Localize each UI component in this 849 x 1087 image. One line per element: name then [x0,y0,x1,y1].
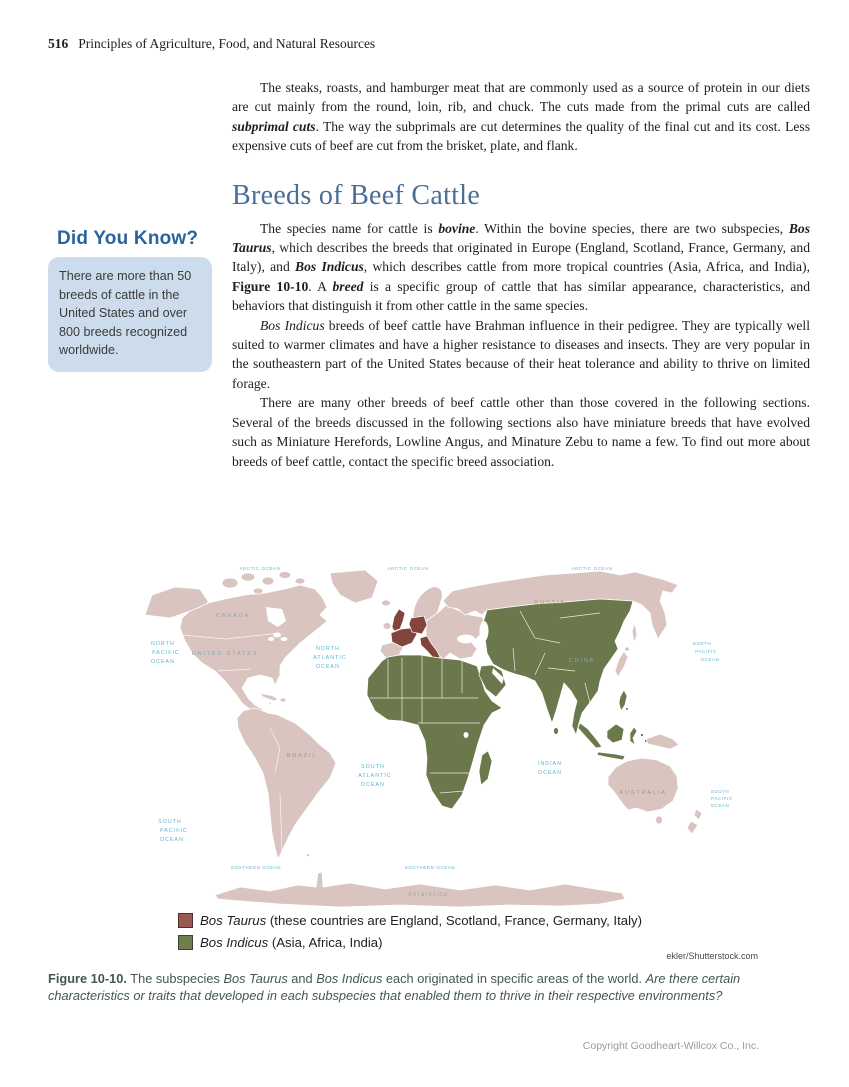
text-segment: . Within the bovine species, there are two subspecies, [475,220,789,236]
photo-credit: ekler/Shutterstock.com [666,951,758,961]
new-guinea [646,734,679,749]
south-pacific-label: OCEAN [160,837,184,843]
text-segment-bold-italic: breed [332,278,364,294]
did-you-know-sidebar [48,228,212,372]
text-segment: breeds of beef cattle have Brahman influence in their pedigree. They are typically well suited to warmer climates and have a higher resistance to diseases and insects. They are very popular in the southeastern part of the United States because of their heat tolerance and ability to thrive on limited forage. [232,317,810,391]
north-atlantic-label: ATLANTIC [313,655,347,661]
text-segment-bold-italic: subprimal cuts [232,118,316,134]
text-segment-bold-italic: Bos Taurus [232,220,810,256]
south-pacific-label: PACIFIC [160,828,188,834]
figure-number: Figure 10-10. [48,971,127,986]
legend-description: (these countries are England, Scotland, France, Germany, Italy) [266,913,643,928]
text-segment-bold-italic: Bos Indicus [295,259,364,275]
southern-ocean-label: SOUTHERN OCEAN [230,865,282,870]
figure-reference: Figure 10-10 [232,278,309,294]
madagascar [479,751,492,785]
cuba [260,693,278,701]
paragraph-other-breeds: There are many other breeds of beef cattle other than those covered in the following sections. Several of the breeds discussed in the following sections also have miniature breeds that have evolved such as Miniature Herefords, Lowline Angus, and Minature Zebu to name a few. To find out more about breeds of beef cattle, contact the specific breed association. [232,395,810,469]
running-head [48,36,375,52]
caption-segment-italic: Bos Taurus [223,971,288,986]
sumatra [578,723,602,748]
legend-text [200,913,642,928]
asia-landmass [483,599,633,735]
text-segment: The species name for cattle is [260,220,439,236]
brazil-label: BRAZIL [286,753,318,759]
text-segment: , which describes cattle from more tropical countries (Asia, Africa, and India), [363,259,810,275]
figure-caption [48,970,814,1004]
text-segment: , which describes the breeds that originated in Europe (England, Scotland, France, Germany, and Italy), and [232,240,810,275]
molucca-island [641,734,644,737]
united-kingdom-red [392,609,405,631]
indian-ocean-label: OCEAN [538,770,562,776]
russia-label: RUSSIA [534,600,566,606]
did-you-know-box: There are more than 50 breeds of cattle in the United States and over 800 breeds recognized worldwide. [48,257,212,372]
legend-text [200,935,383,950]
figure-10-10-map [130,563,830,908]
lake-victoria [464,732,469,738]
caption-question-italic: Are there certain characteristics or traits that developed in each subspecies that enabled them to thrive in their respective environments? [48,971,741,1003]
jamaica [269,702,271,704]
australia-label: AUSTRALIA [619,790,667,796]
falkland-islands [307,854,310,857]
china-label: CHINA [568,658,596,664]
south-atlantic-label: ATLANTIC [358,773,392,779]
north-pacific-label: OCEAN [151,659,175,665]
running-title: Principles of Agriculture, Food, and Natural Resources [78,36,376,51]
southern-ocean-label: SOUTHERN OCEAN [404,865,456,870]
text-segment: The steaks, roasts, and hamburger meat that are commonly used as a source of protein in our diets are cut mainly from the round, loin, rib, and chuck. The cuts made from the primal cuts are called [232,80,810,115]
north-atlantic-label: OCEAN [316,664,340,670]
borneo [607,724,624,743]
did-you-know-heading: Did You Know? [57,228,199,249]
caption-segment: each originated in specific areas of the world. [382,971,646,986]
iceland [382,600,391,606]
great-lake [281,637,288,641]
sakhalin [632,623,637,643]
south-atlantic-label: OCEAN [361,782,385,788]
tasmania [656,816,663,824]
text-segment: . The way the subprimals are cut determines the quality of the final cut and its cost. Less expensive cuts of beef are cut from the brisket, plate, and flank. [232,118,811,154]
arctic-island [253,588,263,594]
north-pacific-label: PACIFIC [152,650,180,656]
indian-ocean-label: INDIAN [537,761,563,767]
legend-species-name: Bos Indicus [200,935,269,950]
north-pacific-east-label: PACIFIC [695,649,717,654]
legend-species-name: Bos Taurus [200,913,267,928]
north-pacific-east-label: NORTH [692,641,712,646]
south-atlantic-label: SOUTH [361,764,385,770]
arctic-ocean-label: ARCTIC OCEAN [239,566,281,571]
new-zealand-south [687,821,698,834]
section-heading: Breeds of Beef Cattle [232,179,481,211]
java [597,752,625,760]
copyright-line: Copyright Goodheart-Willcox Co., Inc. [582,1040,759,1052]
canada-label: CANADA [215,613,251,619]
north-pacific-label: NORTH [151,641,175,647]
caspian-sea [480,621,489,641]
world-map [130,563,830,908]
south-pacific-east-label: OCEAN [710,803,730,808]
hispaniola [280,698,286,702]
south-america-landmass [237,708,336,859]
japan [615,651,628,677]
south-pacific-label: SOUTH [158,819,182,825]
caption-segment: and [287,971,317,986]
text-segment: . A [308,278,333,294]
text-segment-bold-italic: bovine [438,220,476,236]
map-legend [178,913,642,957]
arctic-ocean-label: ARCTIC OCEAN [387,566,429,571]
bos-indicus-swatch [178,935,193,950]
antarctica-label: Antarctica [407,892,449,898]
australia-landmass [608,758,678,812]
ireland [383,623,391,630]
philippine-island [626,708,629,711]
paragraph-subprimal-cuts [232,78,810,156]
sulawesi [630,727,637,745]
caption-segment-italic: Bos Indicus [316,971,383,986]
bos-taurus-swatch [178,913,193,928]
text-segment-italic: Bos Indicus [260,317,325,333]
black-sea [457,635,475,644]
arctic-island [295,578,305,584]
paragraph-species [232,219,810,316]
arctic-island [279,572,291,579]
arctic-island [241,573,255,581]
text-segment: is a specific group of cattle that has similar appearance, characteristics, and behaviors that distinguish it from other cattle in the same species. [232,278,811,314]
great-lake [268,637,274,641]
legend-description: (Asia, Africa, India) [268,935,383,950]
arctic-island [222,578,238,588]
south-pacific-east-label: SOUTH [710,789,730,794]
legend-row-bos-indicus [178,935,642,950]
legend-row-bos-taurus [178,913,642,928]
paragraph-bos-indicus [232,316,810,394]
united-states-label: UNITED STATES [191,651,259,657]
hokkaido [625,647,630,651]
new-zealand-north [694,809,702,820]
page-number: 516 [48,36,69,51]
arctic-island [262,577,274,585]
antarctica-landmass [215,872,625,907]
germany-red [409,616,427,634]
north-atlantic-label: NORTH [316,646,340,652]
north-pacific-east-label: OCEAN [700,657,720,662]
sri-lanka [554,728,559,735]
caption-segment: The subspecies [126,971,224,986]
arctic-ocean-label: ARCTIC OCEAN [571,566,613,571]
greenland-landmass [330,570,378,603]
main-text-column [232,78,810,471]
south-pacific-east-label: PACIFIC [711,796,733,801]
